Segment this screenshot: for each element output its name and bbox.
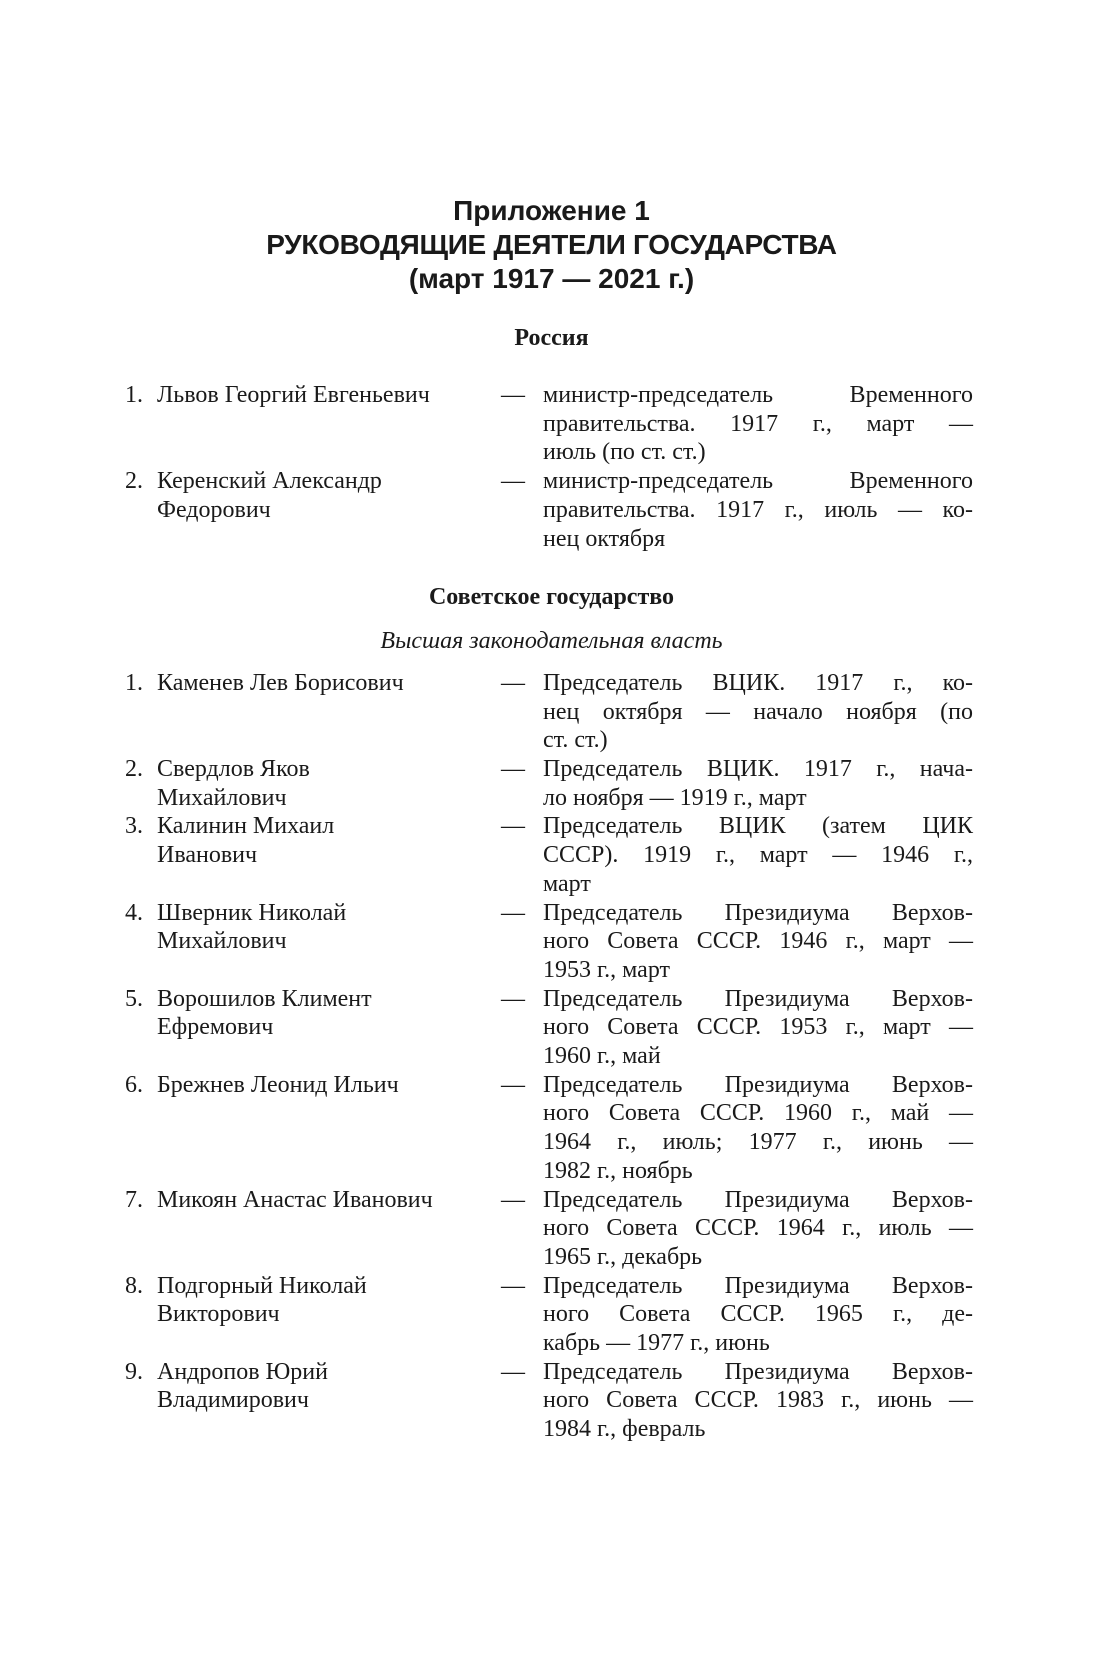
appendix-period: (март 1917 — 2021 г.) [408, 263, 695, 294]
list-item [0, 985, 1103, 1071]
entry-description [543, 812, 973, 898]
entry-dash: — [501, 1186, 525, 1213]
entry-number: 2. [125, 468, 143, 495]
appendix-number: Приложение 1 [453, 195, 650, 226]
entry-dash: — [501, 756, 525, 783]
list-item [0, 467, 1103, 553]
soviet-entry-list [0, 669, 1103, 1444]
entry-description-line: ного Совета СССР. 1946 г., март — [543, 928, 973, 955]
entry-description-line: 1984 г., февраль [543, 1416, 706, 1443]
entry-name-line: Керенский Александр [157, 468, 382, 495]
appendix-title: РУКОВОДЯЩИЕ ДЕЯТЕЛИ ГОСУДАРСТВА [266, 229, 837, 260]
entry-name [157, 1272, 487, 1329]
entry-description-line: министр-председатель Временного [543, 468, 973, 495]
entry-name-line: Викторович [157, 1301, 280, 1328]
entry-number: 3. [125, 813, 143, 840]
entry-description-line: ного Совета СССР. 1964 г., июль — [543, 1215, 973, 1242]
list-item [0, 1186, 1103, 1272]
entry-number: 1. [125, 670, 143, 696]
entry-description-line: ного Совета СССР. 1960 г., май — [543, 1100, 973, 1127]
entry-name-line: Ефремович [157, 1014, 274, 1041]
entry-name-line: Иванович [157, 842, 258, 869]
entry-name-line: Михайлович [157, 784, 287, 811]
list-item [0, 669, 1103, 755]
entry-description-line: 1982 г., ноябрь [543, 1157, 693, 1184]
entry-description-line: ного Совета СССР. 1983 г., июнь — [543, 1387, 973, 1414]
entry-name [157, 755, 487, 812]
entry-description-line: правительства. 1917 г., июль — ко- [543, 496, 973, 523]
entry-description-line: Председатель Президиума Верхов- [543, 1071, 973, 1098]
entry-name-line: Калинин Михаил [157, 813, 335, 840]
entry-description-line: ного Совета СССР. 1965 г., де- [543, 1301, 973, 1328]
entry-description-line: нец октября — начало ноября (по [543, 698, 973, 725]
entry-name-line: Шверник Николай [157, 899, 347, 926]
entry-name [157, 381, 487, 410]
entry-name [157, 985, 487, 1042]
entry-description [543, 985, 973, 1071]
entry-description-line: Председатель ВЦИК (затем ЦИК [543, 813, 973, 840]
section-heading-soviet: Советское государство [428, 584, 675, 610]
russia-entry-list [0, 381, 1103, 553]
appendix-header [0, 194, 1103, 296]
list-item [0, 1272, 1103, 1358]
entry-name [157, 1186, 487, 1215]
entry-name-line: Федорович [157, 496, 271, 523]
entry-dash: — [501, 1358, 525, 1385]
entry-description-line: 1965 г., декабрь [543, 1243, 703, 1270]
entry-dash: — [501, 382, 525, 408]
entry-number: 8. [125, 1272, 143, 1299]
entry-description-line: СССР). 1919 г., март — 1946 г., [543, 842, 973, 869]
entry-dash: — [501, 468, 525, 495]
entry-description-line: ло ноября — 1919 г., март [543, 784, 807, 811]
entry-description-line: Председатель ВЦИК. 1917 г., нача- [543, 756, 973, 783]
entry-description-line: Председатель Президиума Верхов- [543, 1272, 973, 1299]
entry-dash: — [501, 813, 525, 840]
entry-number: 7. [125, 1186, 143, 1213]
entry-description [543, 467, 973, 553]
entry-number: 9. [125, 1358, 143, 1385]
entry-description-line: Председатель Президиума Верхов- [543, 985, 973, 1012]
entry-description-line: ного Совета СССР. 1953 г., март — [543, 1014, 973, 1041]
entry-description [543, 1186, 973, 1272]
entry-number: 1. [125, 382, 143, 408]
entry-description [543, 755, 973, 812]
entry-dash: — [501, 985, 525, 1012]
list-item [0, 812, 1103, 898]
entry-name-line: Каменев Лев Борисович [157, 670, 404, 696]
entry-name-line: Михайлович [157, 928, 287, 955]
entry-name-line: Брежнев Леонид Ильич [157, 1071, 399, 1098]
entry-description-line: 1953 г., март [543, 956, 670, 983]
entry-description-line: 1960 г., май [543, 1043, 661, 1070]
entry-description-line: Председатель Президиума Верхов- [543, 1186, 973, 1213]
entry-description [543, 899, 973, 985]
entry-description [543, 1358, 973, 1444]
entry-name [157, 1358, 487, 1415]
section-heading-russia: Россия [514, 325, 589, 351]
entry-description-line: Председатель Президиума Верхов- [543, 1358, 973, 1385]
entry-name-line: Свердлов Яков [157, 756, 310, 783]
list-item [0, 899, 1103, 985]
entry-description-line: март [543, 870, 591, 897]
entry-number: 2. [125, 756, 143, 783]
entry-description [543, 1272, 973, 1358]
entry-name-line: Ворошилов Климент [157, 985, 372, 1012]
entry-name [157, 812, 487, 869]
list-item [0, 381, 1103, 467]
entry-name-line: Владимирович [157, 1387, 309, 1414]
entry-dash: — [501, 899, 525, 926]
entry-name [157, 467, 487, 524]
entry-description-line: Председатель Президиума Верхов- [543, 899, 973, 926]
entry-description [543, 381, 973, 467]
entry-name [157, 1071, 487, 1100]
entry-number: 5. [125, 985, 143, 1012]
entry-dash: — [501, 670, 525, 696]
entry-description-line: июль (по ст. ст.) [543, 439, 706, 466]
entry-description-line: нец октября [543, 525, 666, 552]
entry-description-line: министр-председатель Временного [543, 382, 973, 408]
entry-number: 6. [125, 1071, 143, 1098]
entry-dash: — [501, 1071, 525, 1098]
list-item [0, 1358, 1103, 1444]
entry-dash: — [501, 1272, 525, 1299]
entry-description [543, 669, 973, 755]
entry-description-line: ст. ст.) [543, 727, 608, 754]
entry-name-line: Андропов Юрий [157, 1358, 328, 1385]
list-item [0, 1071, 1103, 1186]
list-item [0, 755, 1103, 812]
entry-description-line: кабрь — 1977 г., июнь [543, 1330, 770, 1357]
subsection-heading-legislative: Высшая законодательная власть [380, 628, 723, 654]
entry-name-line: Львов Георгий Евгеньевич [157, 382, 430, 408]
entry-number: 4. [125, 899, 143, 926]
entry-name-line: Микоян Анастас Иванович [157, 1186, 433, 1213]
entry-description-line: правительства. 1917 г., март — [543, 410, 973, 437]
entry-description-line: 1964 г., июль; 1977 г., июнь — [543, 1129, 973, 1156]
entry-description-line: Председатель ВЦИК. 1917 г., ко- [543, 670, 973, 696]
entry-name-line: Подгорный Николай [157, 1272, 367, 1299]
entry-description [543, 1071, 973, 1186]
entry-name [157, 899, 487, 956]
entry-name [157, 669, 487, 698]
